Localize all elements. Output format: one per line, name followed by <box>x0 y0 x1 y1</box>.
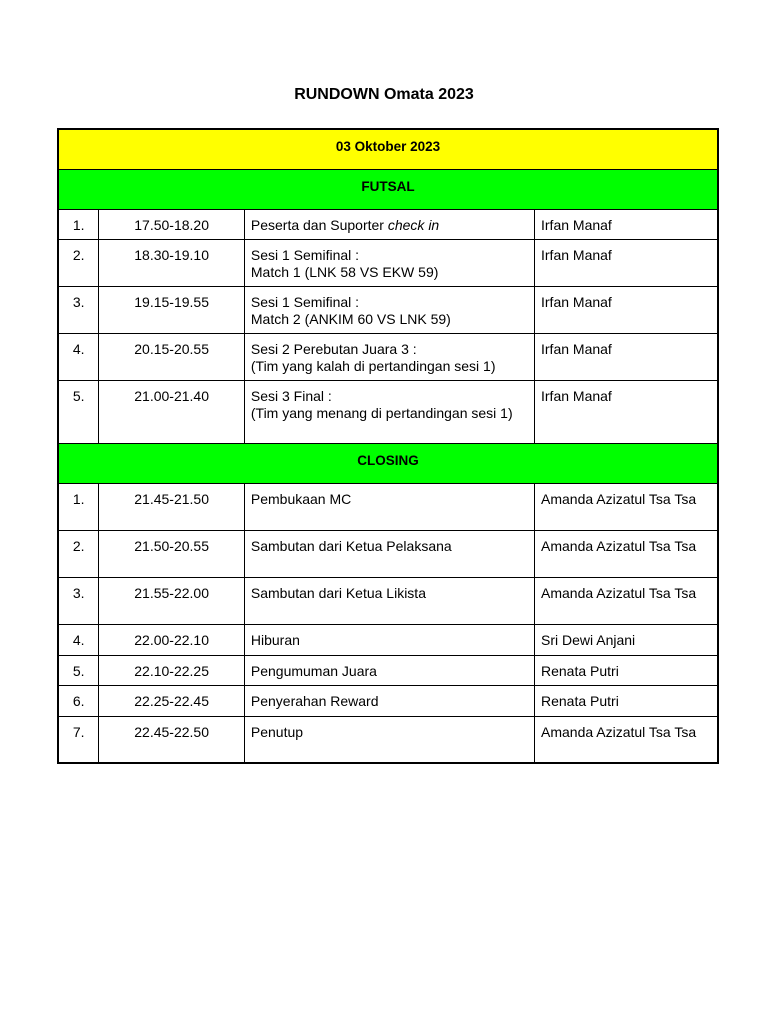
activity-line: Sesi 1 Semifinal : <box>250 294 360 310</box>
row-activity <box>244 209 534 240</box>
row-pic: Renata Putri <box>535 686 719 717</box>
row-time: 19.15-19.55 <box>99 287 245 334</box>
table-row <box>58 716 718 763</box>
row-pic: Renata Putri <box>535 655 719 686</box>
activity-line: (Tim yang menang di pertandingan sesi 1) <box>250 404 513 421</box>
section-header-row <box>58 169 718 209</box>
table-row <box>58 578 718 625</box>
date-header-row <box>58 129 718 169</box>
row-activity <box>244 334 534 381</box>
row-pic: Irfan Manaf <box>535 209 719 240</box>
row-number: 2. <box>58 531 99 578</box>
row-number: 3. <box>58 578 99 625</box>
row-time: 22.45-22.50 <box>99 716 245 763</box>
row-number: 2. <box>58 240 99 287</box>
row-pic: Irfan Manaf <box>535 287 719 334</box>
row-number: 5. <box>58 655 99 686</box>
row-activity <box>244 287 534 334</box>
row-pic: Amanda Azizatul Tsa Tsa <box>535 578 719 625</box>
row-pic: Irfan Manaf <box>535 381 719 444</box>
row-activity: Penutup <box>244 716 534 763</box>
row-time: 21.00-21.40 <box>99 381 245 444</box>
activity-line: Sesi 1 Semifinal : <box>250 247 360 263</box>
section-header-row <box>58 444 718 484</box>
row-activity: Sambutan dari Ketua Likista <box>244 578 534 625</box>
activity-emphasis: check in <box>387 216 440 233</box>
row-pic: Sri Dewi Anjani <box>535 625 719 656</box>
table-row <box>58 334 718 381</box>
row-time: 21.55-22.00 <box>99 578 245 625</box>
row-number: 7. <box>58 716 99 763</box>
row-activity: Pengumuman Juara <box>244 655 534 686</box>
row-number: 3. <box>58 287 99 334</box>
activity-text: Peserta dan Suporter <box>250 216 388 233</box>
table-row <box>58 531 718 578</box>
row-time: 22.10-22.25 <box>99 655 245 686</box>
row-pic: Amanda Azizatul Tsa Tsa <box>535 484 719 531</box>
table-row <box>58 209 718 240</box>
row-pic: Amanda Azizatul Tsa Tsa <box>535 531 719 578</box>
table-row <box>58 484 718 531</box>
activity-line: (Tim yang kalah di pertandingan sesi 1) <box>250 357 496 374</box>
table-row <box>58 625 718 656</box>
row-pic: Amanda Azizatul Tsa Tsa <box>535 716 719 763</box>
activity-line: Match 1 (LNK 58 VS EKW 59) <box>250 263 439 280</box>
table-row <box>58 287 718 334</box>
row-pic: Irfan Manaf <box>535 334 719 381</box>
table-row <box>58 655 718 686</box>
row-activity <box>244 240 534 287</box>
row-activity <box>244 381 534 444</box>
row-time: 20.15-20.55 <box>99 334 245 381</box>
table-row <box>58 240 718 287</box>
row-time: 21.45-21.50 <box>99 484 245 531</box>
row-number: 1. <box>58 209 99 240</box>
row-number: 6. <box>58 686 99 717</box>
activity-line: Sesi 3 Final : <box>250 388 332 404</box>
row-time: 18.30-19.10 <box>99 240 245 287</box>
row-time: 21.50-20.55 <box>99 531 245 578</box>
row-activity: Penyerahan Reward <box>244 686 534 717</box>
table-row <box>58 686 718 717</box>
row-activity: Hiburan <box>244 625 534 656</box>
row-activity: Pembukaan MC <box>244 484 534 531</box>
row-number: 1. <box>58 484 99 531</box>
table-row <box>58 381 718 444</box>
row-number: 4. <box>58 334 99 381</box>
activity-line: Match 2 (ANKIM 60 VS LNK 59) <box>250 310 451 327</box>
row-time: 22.00-22.10 <box>99 625 245 656</box>
row-pic: Irfan Manaf <box>535 240 719 287</box>
row-number: 5. <box>58 381 99 444</box>
section-header-closing: CLOSING <box>58 444 718 484</box>
date-header: 03 Oktober 2023 <box>58 129 718 169</box>
row-activity: Sambutan dari Ketua Pelaksana <box>244 531 534 578</box>
row-time: 17.50-18.20 <box>99 209 245 240</box>
section-header-futsal: FUTSAL <box>58 169 718 209</box>
row-time: 22.25-22.45 <box>99 686 245 717</box>
document-title: RUNDOWN Omata 2023 <box>294 86 474 103</box>
row-number: 4. <box>58 625 99 656</box>
rundown-table <box>57 128 719 764</box>
activity-line: Sesi 2 Perebutan Juara 3 : <box>250 341 417 357</box>
